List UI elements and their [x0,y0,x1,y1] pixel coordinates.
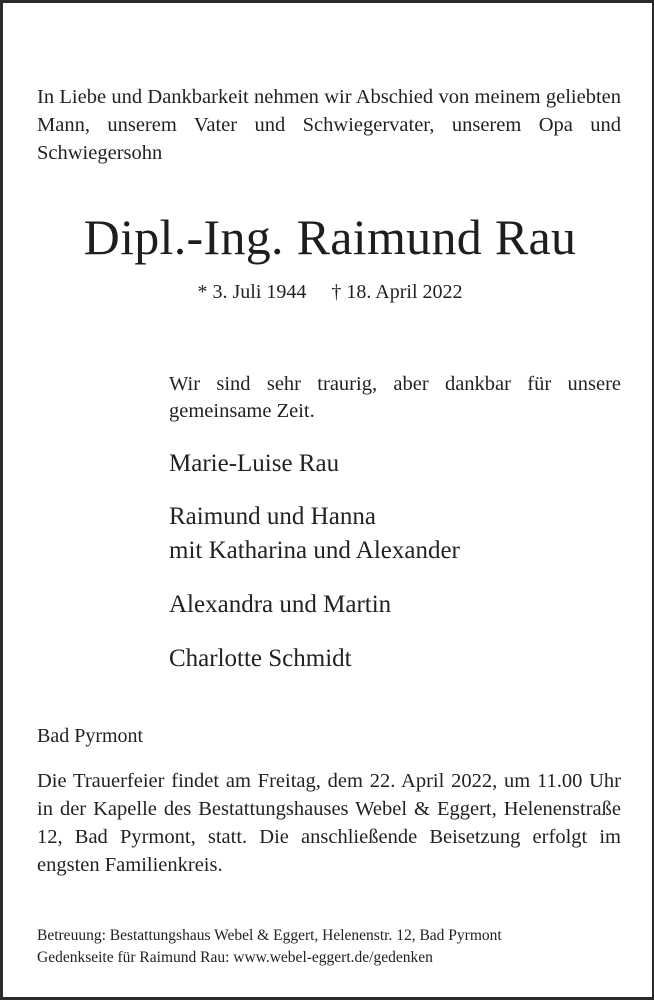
mourning-text: Wir sind sehr traurig, aber dankbar für unsere gemeinsame Zeit. [169,373,621,422]
birth-date: * 3. Juli 1944 [197,281,307,303]
mourner-line: mit Katharina und Alexander [169,537,460,564]
funeral-home-info: Betreuung: Bestattungshaus Webel & Eggert, Helenenstr. 12, Bad Pyrmont [37,927,502,944]
death-date: † 18. April 2022 [331,281,463,303]
place: Bad Pyrmont [37,725,144,747]
memorial-page-link[interactable]: Gedenkseite für Raimund Rau: www.webel-eggert.de/gedenken [37,949,433,966]
deceased-name: Dipl.-Ing. Raimund Rau [83,209,577,265]
mourner [169,500,460,568]
mourner: Alexandra und Martin [169,591,392,618]
mourner-line: Raimund und Hanna [169,503,376,530]
mourner: Marie-Luise Rau [169,450,340,477]
intro-text: In Liebe und Dankbarkeit nehmen wir Abschied von meinem geliebten Mann, unserem Vater und Schwiegervater, unserem Opa und Schwiegersohn [37,86,621,164]
life-dates [3,281,654,304]
mourner: Charlotte Schmidt [169,645,352,672]
funeral-service-text: Die Trauerfeier findet am Freitag, dem 22. April 2022, um 11.00 Uhr in der Kapelle des Bestattungshauses Webel & Eggert, Helenenstraße 12, Bad Pyrmont, statt. Die anschließende Beisetzung erfolgt im engsten Familienkreis. [37,770,621,876]
footer [37,925,502,969]
